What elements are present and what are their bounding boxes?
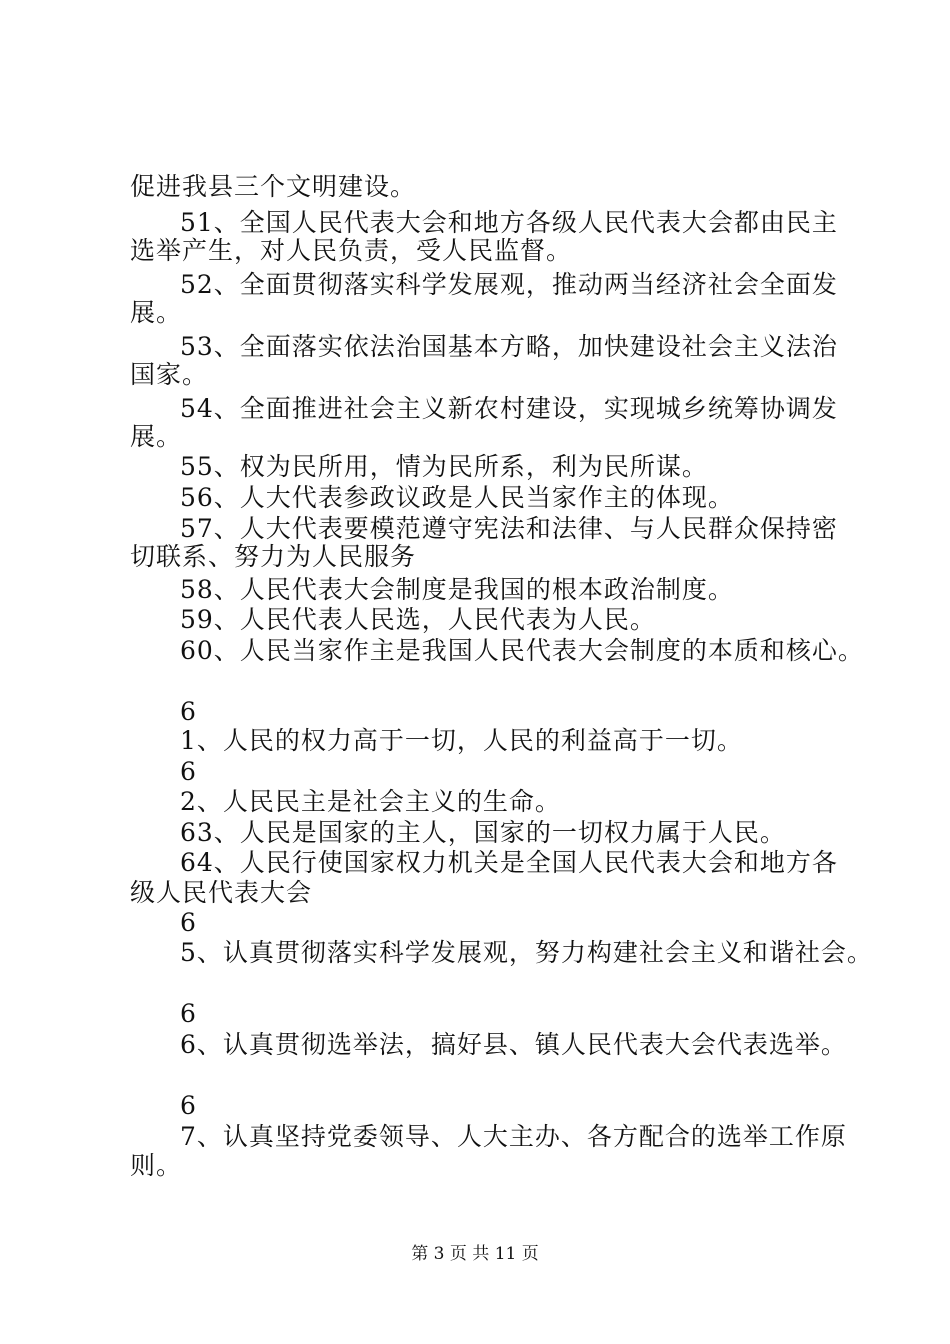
text-line: 51、全国人民代表大会和地方各级人民代表大会都由民主: [180, 208, 838, 237]
text-line: 54、全面推进社会主义新农村建设，实现城乡统筹协调发: [180, 394, 838, 423]
page-number-footer: 第 3 页 共 11 页: [411, 1244, 539, 1264]
text-line: 6: [180, 1091, 197, 1120]
text-line: 6: [180, 908, 197, 937]
text-line: 促进我县三个文明建设。: [130, 172, 417, 201]
text-line: 57、人大代表要模范遵守宪法和法律、与人民群众保持密: [180, 514, 838, 543]
text-line: 6、认真贯彻选举法，搞好县、镇人民代表大会代表选举。: [180, 1030, 847, 1059]
text-line: 展。: [130, 298, 183, 327]
text-line: 5、认真贯彻落实科学发展观，努力构建社会主义和谐社会。: [180, 938, 873, 967]
text-line: 选举产生，对人民负责，受人民监督。: [130, 236, 573, 265]
text-line: 64、人民行使国家权力机关是全国人民代表大会和地方各: [180, 848, 838, 877]
text-line: 则。: [130, 1151, 183, 1180]
text-line: 52、全面贯彻落实科学发展观，推动两当经济社会全面发: [180, 270, 838, 299]
text-line: 63、人民是国家的主人，国家的一切权力属于人民。: [180, 818, 786, 847]
text-line: 6: [180, 697, 197, 726]
text-line: 展。: [130, 422, 183, 451]
text-line: 6: [180, 757, 197, 786]
text-line: 6: [180, 999, 197, 1028]
text-line: 56、人大代表参政议政是人民当家作主的体现。: [180, 483, 734, 512]
text-line: 53、全面落实依法治国基本方略，加快建设社会主义法治: [180, 332, 838, 361]
text-line: 60、人民当家作主是我国人民代表大会制度的本质和核心。: [180, 636, 864, 665]
text-line: 1、人民的权力高于一切，人民的利益高于一切。: [180, 726, 743, 755]
text-line: 级人民代表大会: [130, 878, 313, 907]
text-line: 58、人民代表大会制度是我国的根本政治制度。: [180, 575, 734, 604]
text-line: 7、认真坚持党委领导、人大主办、各方配合的选举工作原: [180, 1122, 847, 1151]
text-line: 2、人民民主是社会主义的生命。: [180, 787, 561, 816]
text-line: 国家。: [130, 360, 209, 389]
text-line: 切联系、努力为人民服务: [130, 542, 417, 571]
text-line: 59、人民代表人民选，人民代表为人民。: [180, 605, 656, 634]
text-line: 55、权为民所用，情为民所系，利为民所谋。: [180, 452, 708, 481]
